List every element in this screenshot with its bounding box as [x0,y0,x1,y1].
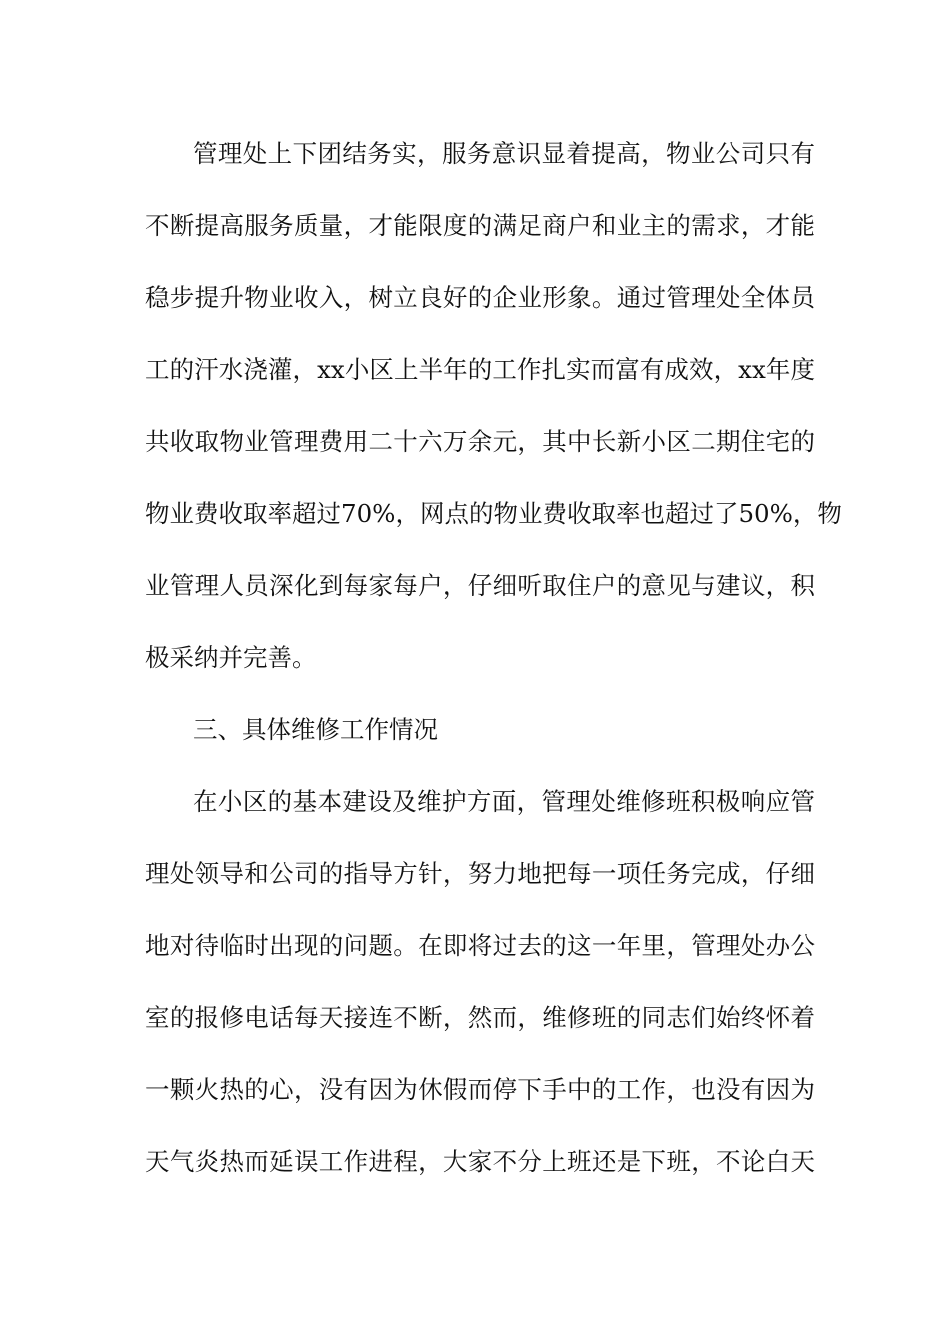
paragraph-1-line-4: 工的汗水浇灌，xx小区上半年的工作扎实而富有成效，xx年度 [145,355,815,384]
paragraph-1-line-8: 极采纳并完善。 [145,643,317,672]
paragraph-2-line-5: 一颗火热的心，没有因为休假而停下手中的工作，也没有因为 [145,1075,815,1104]
paragraph-1-line-2: 不断提高服务质量，才能限度的满足商户和业主的需求，才能 [145,211,815,240]
section-heading: 三、具体维修工作情况 [193,715,438,744]
paragraph-1-line-1: 管理处上下团结务实，服务意识显着提高，物业公司只有 [193,139,815,168]
paragraph-2-line-1: 在小区的基本建设及维护方面，管理处维修班积极响应管 [193,787,815,816]
paragraph-2-line-6: 天气炎热而延误工作进程，大家不分上班还是下班，不论白天 [145,1147,815,1176]
paragraph-2-line-4: 室的报修电话每天接连不断，然而，维修班的同志们始终怀着 [145,1003,815,1032]
paragraph-2-line-2: 理处领导和公司的指导方针，努力地把每一项任务完成，仔细 [145,859,815,888]
paragraph-2-line-3: 地对待临时出现的问题。在即将过去的这一年里，管理处办公 [145,931,815,960]
paragraph-1-line-6: 物业费收取率超过70%，网点的物业费收取率也超过了50%，物 [145,499,842,528]
paragraph-1-line-7: 业管理人员深化到每家每户，仔细听取住户的意见与建议，积 [145,571,815,600]
paragraph-1-line-5: 共收取物业管理费用二十六万余元，其中长新小区二期住宅的 [145,427,815,456]
paragraph-1-line-3: 稳步提升物业收入，树立良好的企业形象。通过管理处全体员 [145,283,815,312]
